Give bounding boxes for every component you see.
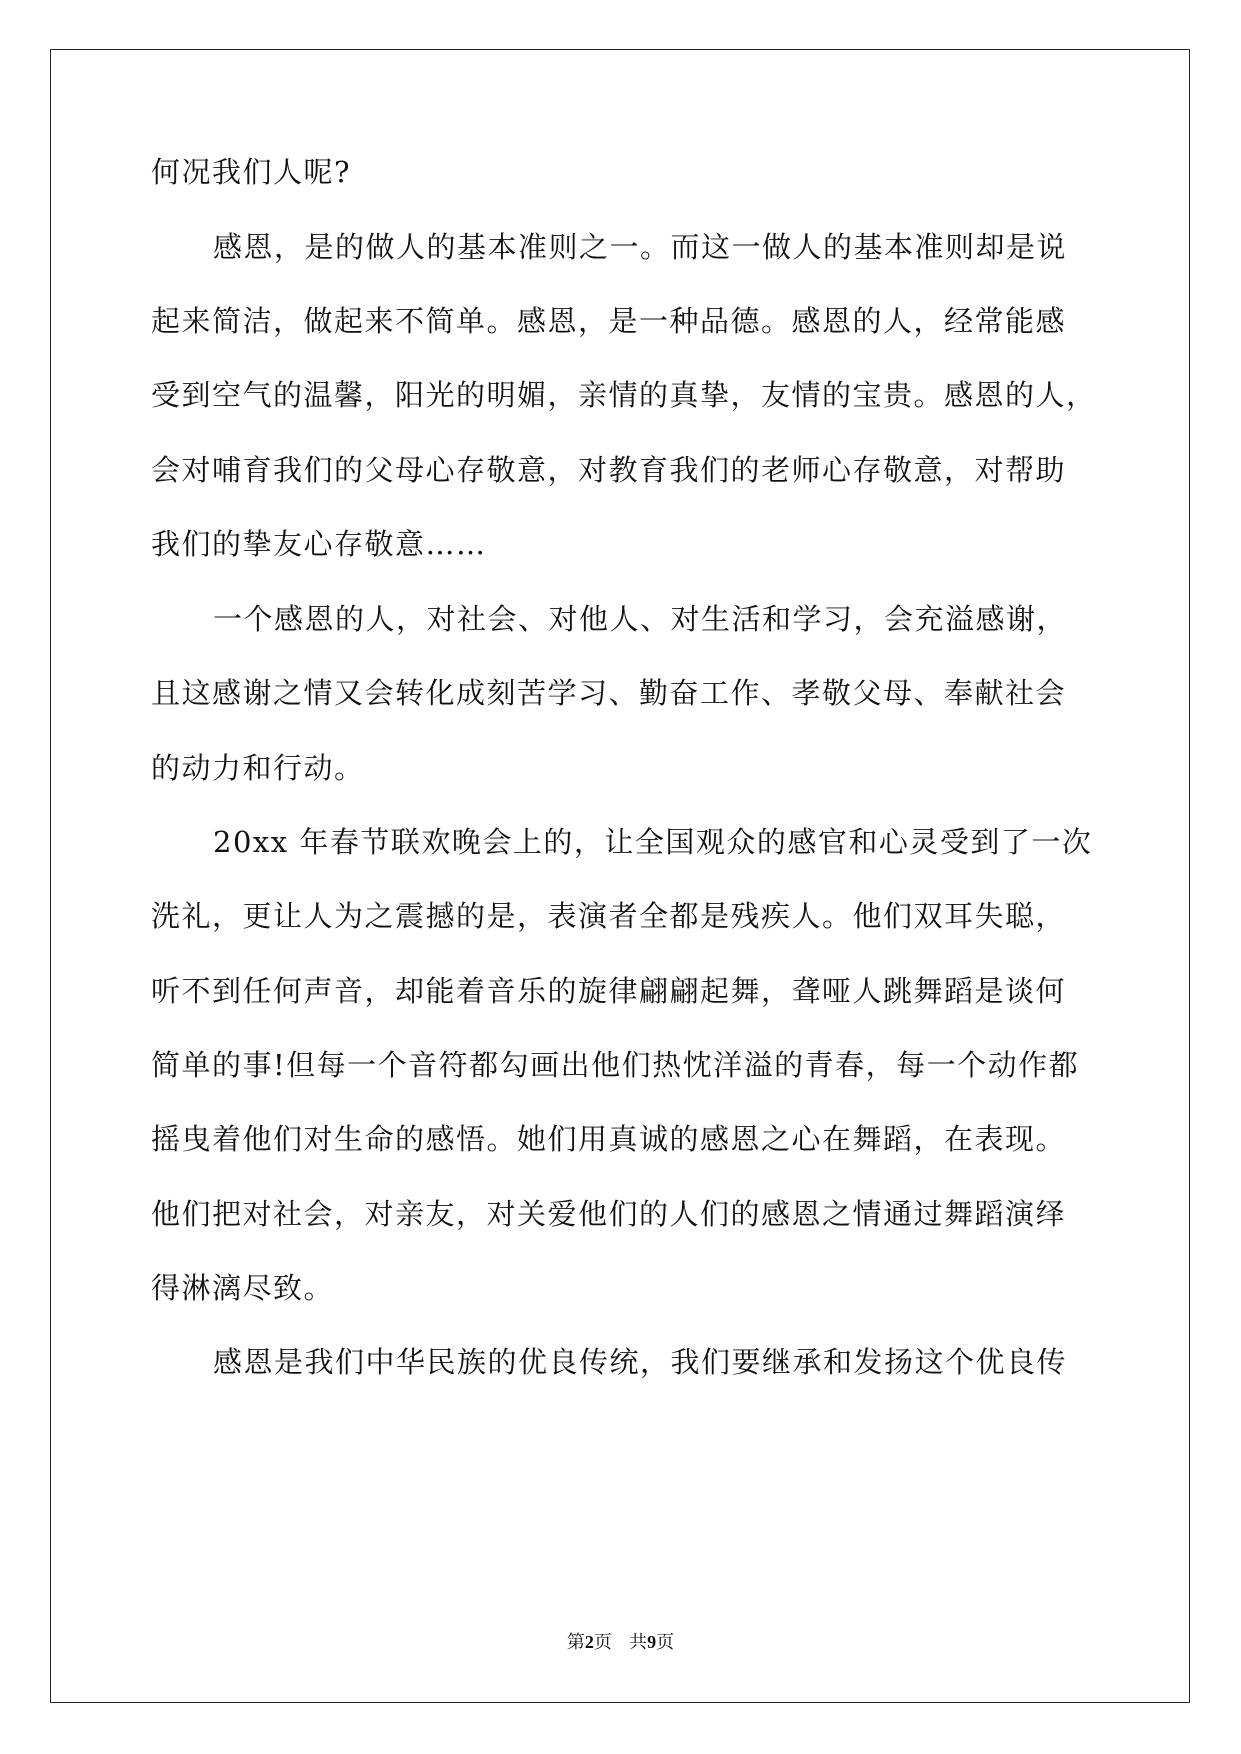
text-line-14: 摇曳着他们对生命的感悟。她们用真诚的感恩之心在舞蹈，在表现。: [151, 1122, 1067, 1156]
page-footer: [0, 1630, 1241, 1655]
text-line-9: 的动力和行动。: [151, 751, 365, 785]
text-line-8: 且这感谢之情又会转化成刻苦学习、勤奋工作、孝敬父母、奉献社会: [151, 676, 1067, 710]
text-line-1: 何况我们人呢?: [151, 155, 352, 189]
text-line-15: 他们把对社会，对亲友，对关爱他们的人们的感恩之情通过舞蹈演绎: [151, 1197, 1067, 1231]
text-line-5: 会对哺育我们的父母心存敬意，对教育我们的老师心存敬意，对帮助: [151, 453, 1067, 487]
text-line-7: 一个感恩的人，对社会、对他人、对生活和学习，会充溢感谢，: [213, 602, 1068, 636]
text-line-6: 我们的挚友心存敬意……: [151, 527, 487, 561]
text-line-2: 感恩，是的做人的基本准则之一。而这一做人的基本准则却是说: [213, 230, 1068, 264]
page-prefix: 第: [566, 1632, 585, 1653]
page-suffix: 页: [593, 1632, 612, 1653]
text-line-16: 得淋漓尽致。: [151, 1271, 335, 1305]
page-frame: [50, 49, 1190, 1703]
text-line-3: 起来简洁，做起来不简单。感恩，是一种品德。感恩的人，经常能感: [151, 304, 1067, 338]
page-current: 2: [584, 1632, 594, 1652]
text-line-4: 受到空气的温馨，阳光的明媚，亲情的真挚，友情的宝贵。感恩的人，: [151, 378, 1097, 412]
text-line-13: 简单的事!但每一个音符都勾画出他们热忱洋溢的青春，每一个动作都: [151, 1048, 1080, 1082]
total-suffix: 页: [656, 1632, 675, 1653]
text-line-12: 听不到任何声音，却能着音乐的旋律翩翩起舞，聋哑人跳舞蹈是谈何: [151, 974, 1067, 1008]
text-line-17: 感恩是我们中华民族的优良传统，我们要继承和发扬这个优良传: [213, 1345, 1068, 1379]
text-line-11: 洗礼，更让人为之震撼的是，表演者全都是残疾人。他们双耳失聪，: [151, 899, 1067, 933]
total-prefix: 共: [629, 1632, 648, 1653]
text-line-10: 20xx 年春节联欢晚会上的，让全国观众的感官和心灵受到了一次: [213, 825, 1093, 859]
page-total: 9: [647, 1632, 657, 1652]
